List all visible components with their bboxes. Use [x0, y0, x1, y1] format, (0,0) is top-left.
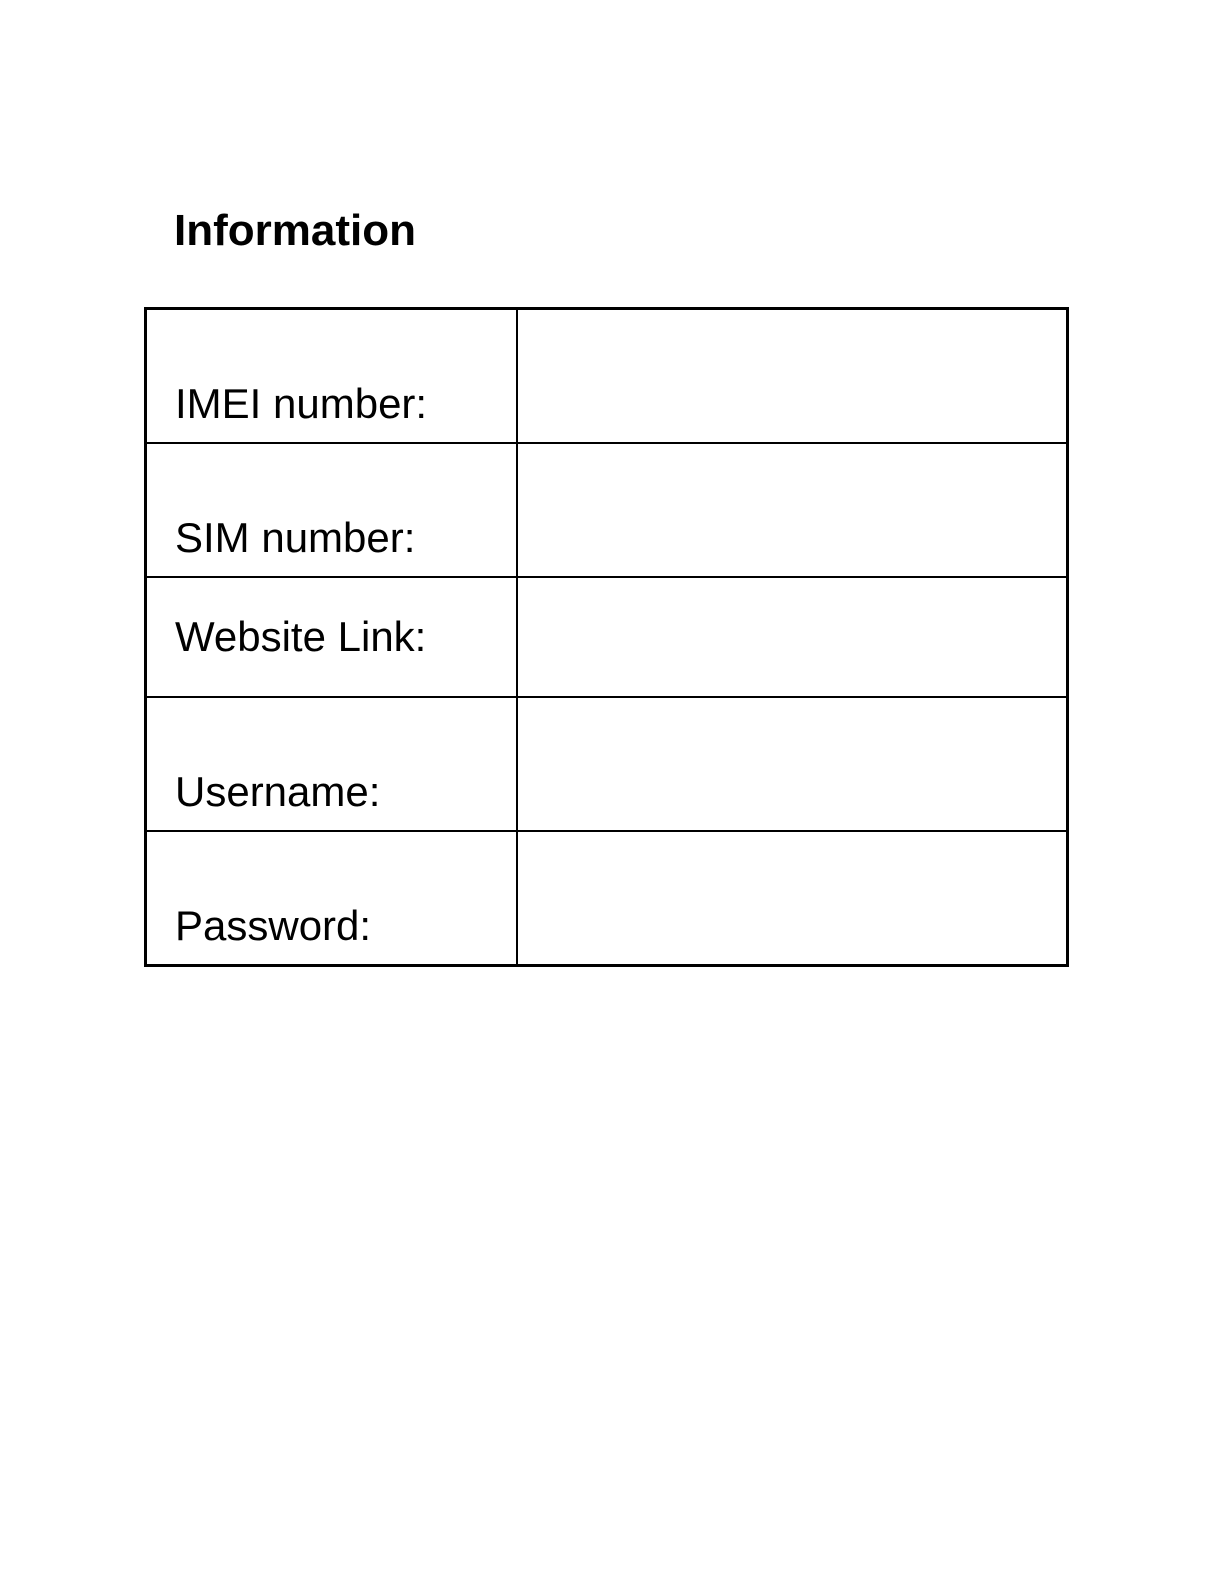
- sim-label: SIM number:: [146, 443, 517, 577]
- password-label: Password:: [146, 831, 517, 966]
- information-table: [144, 307, 1069, 967]
- imei-label: IMEI number:: [146, 309, 517, 444]
- table-row-sim: [146, 443, 1068, 577]
- table-row-website: [146, 577, 1068, 697]
- password-value-field[interactable]: [517, 831, 1068, 966]
- username-label: Username:: [146, 697, 517, 831]
- username-value-field[interactable]: [517, 697, 1068, 831]
- table-row-password: [146, 831, 1068, 966]
- page-title: Information: [174, 206, 416, 255]
- imei-value-field[interactable]: [517, 309, 1068, 444]
- table-row-username: [146, 697, 1068, 831]
- website-link-label: Website Link:: [146, 577, 517, 697]
- sim-value-field[interactable]: [517, 443, 1068, 577]
- table-row-imei: [146, 309, 1068, 444]
- website-link-value-field[interactable]: [517, 577, 1068, 697]
